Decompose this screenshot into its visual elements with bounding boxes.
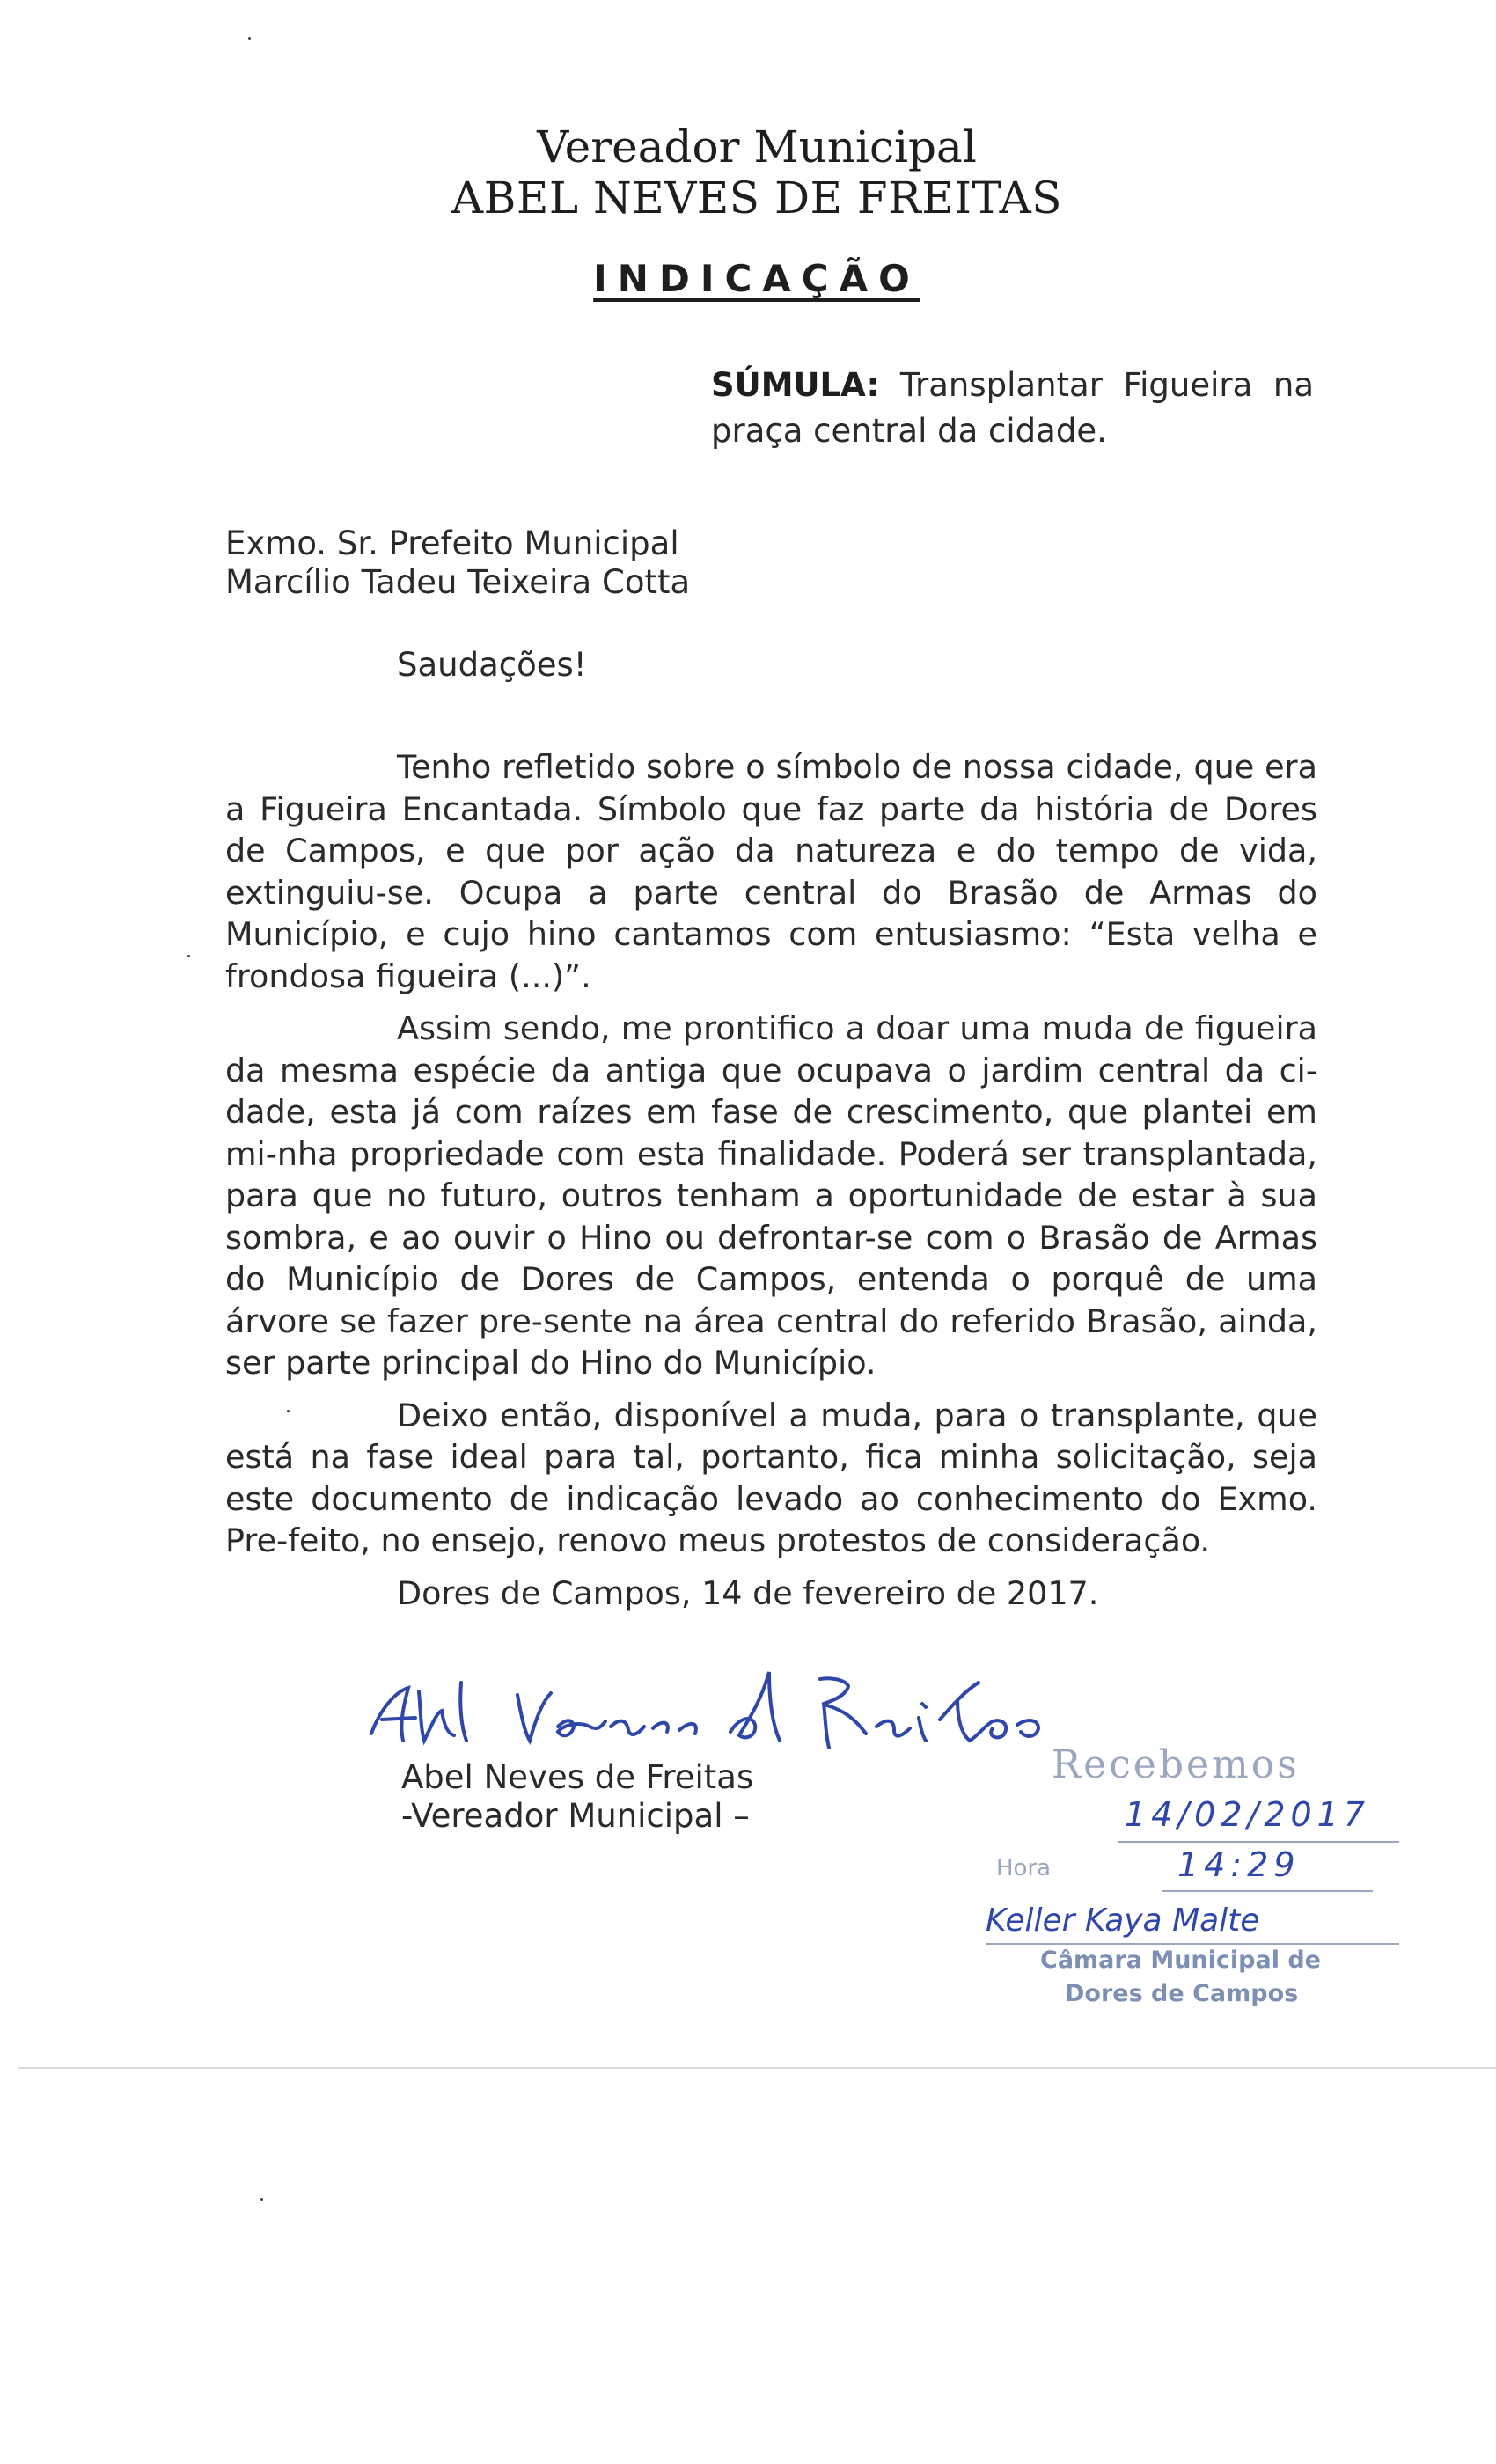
sumula-label: SÚMULA:	[711, 366, 880, 404]
document-type: INDICAÇÃO	[593, 257, 920, 300]
stamp-date: 14/02/2017	[1125, 1795, 1371, 1834]
stamp-hora-label: Hora	[996, 1855, 1052, 1881]
stamp-institution-line1: Câmara Municipal de	[1040, 1947, 1321, 1974]
sumula-text: Transplantar Figueira na praça central da cidade.	[711, 366, 1314, 450]
greeting: Saudações!	[397, 646, 587, 684]
paper-speck	[248, 37, 251, 40]
received-stamp	[986, 1742, 1478, 2006]
paragraph: Deixo então, disponível a muda, para o transplante, que está na fase ideal para tal, portanto, fica minha solicitação, seja este documento de indicação levado ao conhecimento do Exmo. Pre-feito, no ensejo, renovo meus protestos de consideração.	[225, 1396, 1317, 1559]
paragraph: Tenho refletido sobre o símbolo de nossa cidade, que era a Figueira Encantada. Símbolo que faz parte da história de Dores de Campos, e que por ação da natureza e do tempo de vida, extinguiu-se. Ocupa a parte central do Brasão de Armas do Município, e cujo hino cantamos com entusiasmo: “Esta velha e frondosa figueira (...)”.	[225, 748, 1317, 995]
recipient-name: Marcílio Tadeu Teixeira Cotta	[225, 563, 691, 601]
stamp-institution-line2: Dores de Campos	[1065, 1980, 1299, 2007]
paper-speck	[187, 955, 190, 957]
paragraph: Assim sendo, me prontifico a doar uma muda de figueira da mesma espécie da antiga que ocupava o jardim central da ci-dade, esta já com raízes em fase de crescimento, que plantei em mi-nha propriedade com esta finalidade. Poderá ser transplantada, para que no futuro, outros tenham a oportunidade de estar à sua sombra, e ao ouvir o Hino ou defrontar-se com o Brasão de Armas do Município de Dores de Campos, entenda o porquê de uma árvore se fazer pre-sente na área central do referido Brasão, ainda, ser parte principal do Hino do Município.	[225, 1009, 1317, 1382]
stamp-title: Recebemos	[1052, 1742, 1300, 1787]
author-name: ABEL NEVES DE FREITAS	[451, 172, 1062, 224]
signer-name: Abel Neves de Freitas	[401, 1758, 754, 1796]
date-line: Dores de Campos, 14 de fevereiro de 2017.	[397, 1573, 1099, 1612]
sumula-block	[711, 363, 1314, 454]
signer-role: -Vereador Municipal –	[401, 1797, 750, 1835]
recipient-title: Exmo. Sr. Prefeito Municipal	[225, 524, 679, 562]
stamp-received-by: Keller Kaya Malte	[986, 1903, 1260, 1939]
letter-body	[225, 746, 1317, 1624]
stamp-time: 14:29	[1177, 1845, 1301, 1884]
author-title: Vereador Municipal	[537, 121, 977, 172]
handwritten-signature	[363, 1656, 1084, 1762]
paper-speck	[260, 2198, 263, 2201]
page-edge	[18, 2067, 1496, 2069]
